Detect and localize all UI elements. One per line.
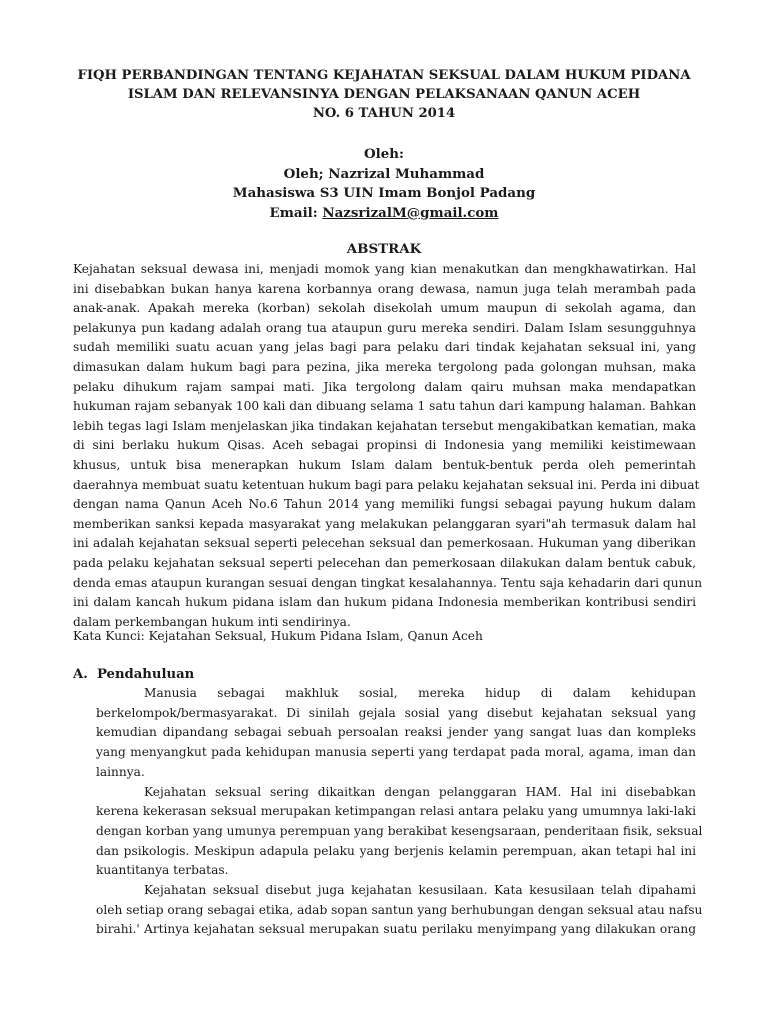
paragraph-line: Kejahatan seksual sering dikaitkan dengan pelanggaran HAM. Hal ini disebabkan [144, 784, 696, 799]
paragraph-line: berkelompok/bermasyarakat. Di sinilah gejala sosial yang disebut kejahatan seksual yang [96, 705, 696, 720]
abstract-line: pada pelaku kejahatan seksual seperti pelecehan dan pemerkosaan dilakukan dalam bentuk cabuk, [73, 555, 696, 570]
abstract-line: ini dalam kancah hukum pidana islam dan hukum pidana Indonesia memberikan kontribusi sendiri [73, 595, 696, 610]
section-title: Pendahuluan [97, 667, 195, 682]
abstract-line: anak-anak. Apakah mereka (korban) sekolah disekolah umum maupun di sekolah agama, dan [73, 301, 696, 316]
abstract-line: sudah memiliki suatu acuan yang jelas bagi para pelaku dari tindak kejahatan seksual ini, yang [73, 340, 696, 355]
keywords: Kata Kunci: Kejatahan Seksual, Hukum Pidana Islam, Qanun Aceh [73, 629, 483, 643]
section-number: A. [73, 667, 88, 682]
abstract-line: di sini berlaku hukum Qisas. Aceh sebagai propinsi di Indonesia yang memiliki keistimewaan [73, 438, 696, 453]
paragraph-line: oleh setiap orang sebagai etika, adab sopan santun yang berhubungan dengan seksual atau nafsu [96, 902, 703, 917]
abstract-text [73, 260, 703, 632]
abstract-line: lebih tegas lagi Islam menjelaskan jika tindakan kejahatan tersebut mengakibatkan kematian, maka [73, 418, 696, 433]
paragraph-line: kuantitanya terbatas. [96, 863, 229, 878]
abstract-line: ini disebabkan bukan hanya karena korbannya orang dewasa, namun juga telah merambah pada [73, 281, 696, 296]
author-name: Oleh; Nazrizal Muhammad [283, 165, 485, 182]
author-affiliation: Mahasiswa S3 UIN Imam Bonjol Padang [232, 185, 536, 202]
paragraph-line: yang menyangkut pada kehidupan manusia seperti yang terdapat pada moral, agama, iman dan [96, 745, 696, 760]
abstract-line: pelakunya pun kadang adalah orang tua ataupun guru mereka sendiri. Dalam Islam sesungguhnya [73, 320, 696, 335]
abstract-line: Kejahatan seksual dewasa ini, menjadi momok yang kian menakutkan dan mengkhawatirkan. Hal [73, 262, 696, 276]
author-block [40, 145, 728, 223]
abstract-line: memberikan sanksi kepada masyarakat yang melakukan pelanggaran syari"ah termasuk dalam hal [73, 516, 696, 531]
abstract-line: hukuman rajam sebanyak 100 kali dan dibuang selama 1 satu tahun dari kampung halaman. Bahkan [73, 399, 697, 414]
paragraph-line: dan psikologis. Meskipun adapula pelaku yang berjenis kelamin perempuan, akan tetapi hal ini [96, 843, 696, 858]
abstract-line: khusus, untuk bisa menerapkan hukum Islam dalam bentuk-bentuk perda oleh pemerintah [73, 457, 696, 472]
paragraph-line: lainnya. [96, 764, 145, 779]
paragraph-line: Manusia sebagai makhluk sosial, mereka hidup di dalam kehidupan [144, 686, 696, 700]
abstract-line: dalam perkembangan hukum inti sendirinya. [73, 614, 351, 629]
abstract-line: ini adalah kejahatan seksual seperti pelecehan seksual dan pemerkosaan. Hukuman yang diberikan [73, 536, 696, 551]
paragraph-line: kerena kekerasan seksual merupakan ketimpangan relasi antara pelaku yang umumnya laki-laki [96, 804, 696, 819]
paragraph-line: birahi.' Artinya kejahatan seksual merupakan suatu perilaku menyimpang yang dilakukan orang [96, 922, 696, 937]
paragraph-line: Kejahatan seksual disebut juga kejahatan kesusilaan. Kata kesusilaan telah dipahami [144, 883, 696, 898]
abstract-line: dengan nama Qanun Aceh No.6 Tahun 2014 yang memiliki fungsi sebagai payung hukum dalam [73, 497, 696, 512]
title-line-2: ISLAM DAN RELEVANSINYA DENGAN PELAKSANAAN QANUN ACEH [127, 87, 641, 102]
paragraph [96, 684, 696, 783]
section-body [96, 684, 703, 940]
by-label: Oleh: [364, 146, 404, 162]
title-line-1: FIQH PERBANDINGAN TENTANG KEJAHATAN SEKSUAL DALAM HUKUM PIDANA [77, 68, 691, 83]
paragraph-line: dengan korban yang umunya perempuan yang berakibat kesengsaraan, penderitaan fisik, seksual [96, 823, 703, 838]
paragraph-line: kemudian dipandang sebagai sebuah persoalan reaksi jender yang sangat luas dan kompleks [96, 725, 696, 740]
email-link[interactable]: NazsrizalM@gmail.com [322, 204, 499, 221]
abstract-line: denda emas ataupun kurangan sesuai dengan tingkat kesalahannya. Tentu saja kehadarin dari qunun [73, 575, 703, 590]
abstract-line: dimasukan dalam hukum bagi para pezina, jika mereka tergolong pada golongan muhsan, maka [73, 359, 696, 374]
paragraph [96, 783, 703, 882]
section-heading [73, 665, 194, 684]
abstract-heading: ABSTRAK [346, 241, 422, 257]
paper-title [40, 66, 728, 123]
email-label: Email: [269, 204, 318, 221]
paragraph [96, 881, 703, 940]
abstract-line: pelaku dihukum rajam sampai mati. Jika tergolong dalam qairu muhsan maka mendapatkan [73, 379, 696, 394]
title-line-3: NO. 6 TAHUN 2014 [312, 106, 456, 121]
abstract-line: daerahnya membuat suatu ketentuan hukum bagi para pelaku kejahatan seksual ini. Perda ini dibuat [73, 477, 700, 492]
author-email [40, 204, 728, 224]
